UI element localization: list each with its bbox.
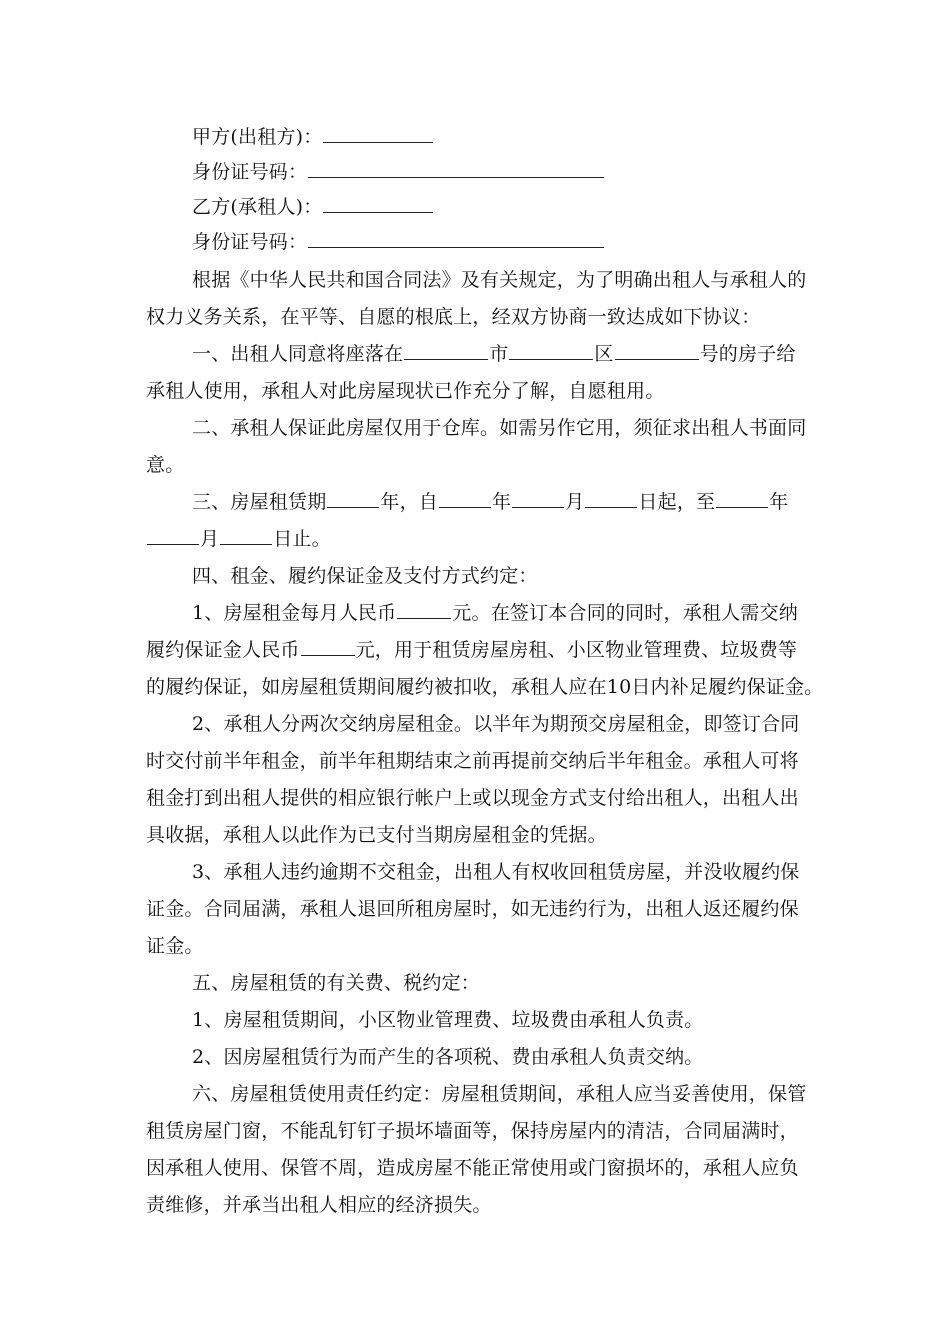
- contract-body: [146, 120, 824, 1224]
- intro-line-2: 权力义务关系，在平等、自愿的根底上，经双方协商一致达成如下协议：: [146, 306, 761, 328]
- deposit-text-b: 元，用于租赁房屋房租、小区物业管理费、垃圾费等: [355, 639, 798, 661]
- clause-4-item-1-line-1: [146, 595, 816, 632]
- clause-1-text-a: 一、出租人同意将座落在: [192, 343, 404, 365]
- party-b-field: [146, 190, 816, 225]
- party-b-id-label: 身份证号码：: [192, 231, 308, 253]
- rent-text-b: 元。在签订本合同的同时，承租人需交纳: [452, 602, 798, 624]
- party-b-id-field: [146, 225, 816, 260]
- term-years-blank: [327, 487, 379, 508]
- clause-4-item-2-line-4: 具收据，承租人以此作为已支付当期房屋租金的凭据。: [146, 824, 607, 846]
- end-day-blank: [220, 524, 272, 545]
- clause-5-title: 五、房屋租赁的有关费、税约定：: [192, 972, 481, 994]
- clause-1-line-2: 承租人使用，承租人对此房屋现状已作充分了解，自愿租用。: [146, 380, 665, 402]
- clause-1-text-c: 区: [594, 343, 614, 365]
- clause-3-line-1: [146, 484, 816, 521]
- party-a-label: 甲方(出租方)：: [192, 126, 323, 148]
- clause-1-text-d: 号的房子给: [699, 343, 796, 365]
- start-month-blank: [512, 487, 564, 508]
- start-year-blank: [439, 487, 491, 508]
- clause-3-text-c: 年: [492, 491, 512, 513]
- clause-2-line-1: 二、承租人保证此房屋仅用于仓库。如需另作它用，须征求出租人书面同: [192, 417, 807, 439]
- clause-6-line-4: 责维修，并承当出租人相应的经济损失。: [146, 1194, 492, 1216]
- clause-4-item-2-line-1: 2、承租人分两次交纳房屋租金。以半年为期预交房屋租金，即签订合同: [192, 713, 800, 735]
- clause-4-title: 四、租金、履约保证金及支付方式约定：: [192, 565, 538, 587]
- clause-2-line-2: 意。: [146, 454, 185, 476]
- clause-6-line-1: 六、房屋租赁使用责任约定：房屋租赁期间，承租人应当妥善使用，保管: [192, 1083, 807, 1105]
- clause-1-text-b: 市: [489, 343, 509, 365]
- clause-4-item-2-line-2: 时交付前半年租金，前半年租期结束之前再提前交纳后半年租金。承租人可将: [146, 750, 799, 772]
- clause-3-text-a: 三、房屋租赁期: [192, 491, 327, 513]
- clause-4-item-3-line-2: 证金。合同届满，承租人退回所租房屋时，如无违约行为，出租人返还履约保: [146, 898, 799, 920]
- end-year-blank: [716, 487, 768, 508]
- clause-3-line-2: [146, 521, 816, 558]
- start-day-blank: [585, 487, 637, 508]
- clause-4-item-1-line-3: 的履约保证，如房屋租赁期间履约被扣收，承租人应在10日内补足履约保证金。: [146, 676, 824, 698]
- clause-6-line-3: 因承租人使用、保管不周，造成房屋不能正常使用或门窗损坏的，承租人应负: [146, 1157, 799, 1179]
- deposit-blank: [301, 635, 355, 656]
- clause-1-line-1: [146, 336, 816, 373]
- clause-4-item-3-line-1: 3、承租人违约逾期不交租金，出租人有权收回租赁房屋，并没收履约保: [192, 861, 800, 883]
- clause-3-text-g: 月: [200, 528, 220, 550]
- clause-5-item-2: 2、因房屋租赁行为而产生的各项税、费由承租人负责交纳。: [192, 1046, 704, 1068]
- end-month-blank: [147, 524, 199, 545]
- clause-3-text-h: 日止。: [273, 528, 331, 550]
- party-a-id-blank: [308, 157, 604, 178]
- party-a-blank: [323, 122, 433, 143]
- clause-6-line-2: 租赁房屋门窗，不能乱钉钉子损坏墙面等，保持房屋内的清洁，合同届满时，: [146, 1120, 799, 1142]
- clause-4-item-2-line-3: 租金打到出租人提供的相应银行帐户上或以现金方式支付给出租人，出租人出: [146, 787, 799, 809]
- clause-4-item-1-line-2: [146, 632, 816, 669]
- rent-text-a: 1、房屋租金每月人民币: [192, 602, 397, 624]
- clause-3-text-d: 月: [565, 491, 585, 513]
- deposit-text-a: 履约保证金人民币: [146, 639, 300, 661]
- district-blank: [509, 339, 593, 360]
- clause-3-text-e: 日起，至: [638, 491, 716, 513]
- party-a-id-label: 身份证号码：: [192, 161, 308, 183]
- clause-3-text-f: 年: [769, 491, 789, 513]
- party-b-id-blank: [308, 227, 604, 248]
- party-a-id-field: [146, 155, 816, 190]
- party-b-blank: [323, 192, 433, 213]
- city-blank: [404, 339, 488, 360]
- party-b-label: 乙方(承租人)：: [192, 196, 323, 218]
- clause-3-text-b: 年，自: [380, 491, 439, 513]
- intro-line-1: 根据《中华人民共和国合同法》及有关规定，为了明确出租人与承租人的: [192, 269, 807, 291]
- party-a-field: [146, 120, 816, 155]
- number-blank: [615, 339, 699, 360]
- clause-4-item-3-line-3: 证金。: [146, 935, 204, 957]
- monthly-rent-blank: [397, 598, 451, 619]
- clause-5-item-1: 1、房屋租赁期间，小区物业管理费、垃圾费由承租人负责。: [192, 1009, 704, 1031]
